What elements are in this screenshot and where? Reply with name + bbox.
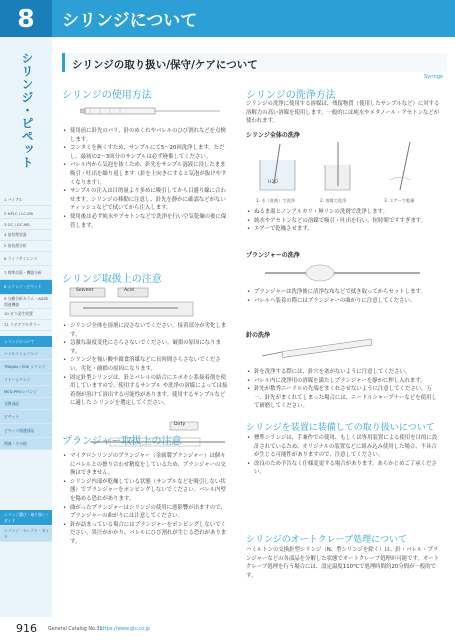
list-item: • マイクロシリンジのプランジャー（金属製プランジャー）は個々にバレルとの擦り合わせ精度をしているため、プランジャーの交換はできません。: [62, 452, 228, 478]
plunger-list: [62, 452, 228, 547]
usage-list: [62, 127, 228, 230]
cleaning-steps-illustration: [250, 140, 440, 198]
list-item: • 急激な温度変化にさらさないでください。破損の原因になります。: [62, 339, 228, 356]
page-title-en: Syringes: [418, 30, 440, 36]
caption-step-3: 3. エアーで乾燥: [384, 198, 415, 203]
whole-wash-heading: シリンジ全体の洗浄: [246, 132, 300, 139]
sidebar-item[interactable]: 1 バイアル: [0, 195, 52, 206]
list-item: • 曲がったプランジャーはシリンジの使用に悪影響が出ますので、プランジャーの曲がりには注意してください。: [62, 504, 228, 521]
sidebar-item[interactable]: TRAJAN / SGE シリンジ: [0, 360, 52, 374]
sidebar-item[interactable]: 9 分離分析カラム・ADSE関連機器: [0, 295, 52, 309]
list-item: • 針を洗浄する際には、針穴を塞がないように注意してください。: [246, 368, 442, 377]
sidebar-item[interactable]: シリンジについて: [0, 336, 52, 348]
catalog-name: General Catalog No.31: [48, 627, 103, 632]
sidebar-item[interactable]: 6 ライフサイエンス: [0, 252, 52, 266]
list-item: • バレルへ装着の際にはプランジャーの曲がりに注意してください。: [246, 297, 442, 306]
sidebar-item[interactable]: 10 ガス発生装置: [0, 309, 52, 320]
list-item: • シリンジ内部が乾燥している状態（サンプルなどを吸引しない状態）でプランジャーをポンピングしないでください。バレル内壁を傷める恐れがあります。: [62, 478, 228, 504]
list-item: • 固定針型シリンジは、針とバレルの結合にエポキシ系接着剤を使用していますので、使用するサンプル や洗浄の溶媒によっては接着剤が溶けて溶出する可能性があります。使用するサンプルなどに適した シリンジを選定してください。: [62, 374, 228, 408]
sidebar-item[interactable]: 3 GC / GC-MS: [0, 219, 52, 230]
list-item: • 純水やアセトンなどの溶媒で吸引・吐出を行い、短時間ですすぎます。: [246, 217, 442, 226]
sidebar-item[interactable]: MED-PROシリンジ: [0, 386, 52, 398]
needle-wash-heading: 針の洗浄: [246, 332, 271, 339]
sidebar-item[interactable]: シリンジ・セレクト・ガイド: [0, 526, 52, 542]
plunger-illustration: [80, 420, 230, 450]
acid-label: Acid: [124, 288, 134, 293]
syringe-illustration: [80, 102, 230, 122]
sidebar-item[interactable]: 11 ラボアクセサリー: [0, 320, 52, 331]
plunger-heading: プランジャー取扱上の注意: [62, 436, 182, 447]
plunger-wash-list: [246, 288, 442, 305]
plunger-wash-illustration: [260, 262, 430, 284]
cleaning-heading: シリンジの洗浄方法: [246, 90, 336, 101]
sidebar-item[interactable]: 2 HPLC / LC-MS: [0, 208, 52, 219]
list-item: • プランジャーは洗浄後に清浄な布などで拭き取ってからセットします。: [246, 288, 442, 297]
list-item: • 標準シリンジは、手兼作での使用、もしくは専用装置による使用を目的に設計されているため、オリジナルの装置などに組み込み使用した場合、不具合が生じる可能性がありますので、注意してください。: [246, 434, 442, 460]
list-item: • 使用後は必ず純水やアセトンなどで洗浄を行い空気乾燥の後に保管します。: [62, 213, 228, 230]
list-item: • ぬるま湯とノンアルカリ・無リンの洗剤で洗浄します。: [246, 208, 442, 217]
sidebar-item[interactable]: 関連・その他: [0, 438, 52, 450]
caption-step-2: 2. 溶媒で洗浄: [320, 198, 347, 203]
list-item: • 針先が数秀ニードルの先端をまくれさせないように注意してください。万一、針先がまくれてしまった場合には、ニードルシャープナーなどを使用して研磨してください。: [246, 385, 442, 411]
needle-wash-list: [246, 368, 442, 411]
list-item: • 改良のため予告なく仕様変更する場合があります。あらかじめご了承ください。: [246, 460, 442, 477]
handling-list: [62, 322, 228, 408]
autoclave-heading: シリンジのオートクレーブ処理について: [246, 535, 407, 545]
storage-list: [246, 434, 442, 477]
list-item: • シリンジを強い酸や腐食溶媒などに長時間さらさないでください。劣化・破損の原因になります。: [62, 356, 228, 373]
list-item: • シリンジ全体を溶剤に浸さないでください。接着部分が劣化します。: [62, 322, 228, 339]
sidebar-item[interactable]: シリンジ選び・取り扱い・ガイド: [0, 510, 52, 526]
storage-heading: シリンジを装置に装備しての取り扱いについて: [246, 423, 435, 433]
h2o-label: H2O: [268, 180, 278, 185]
chapter-number: 8: [0, 0, 52, 37]
page-number: 916: [16, 622, 37, 635]
handling-heading: シリンジ取扱上の注意: [62, 274, 162, 285]
catalog-url[interactable]: https://www.gls.co.jp: [100, 627, 150, 632]
sidebar-item[interactable]: 交換部品: [0, 398, 52, 410]
dirty-label: Dirty: [174, 422, 186, 427]
cleaning-intro: シリンジの洗浄に使用する溶媒は、残留物質（使用したサンプルなど）に対する溶解力の高い溶媒を使用します。一般的には純水やメタノール・アセトンなどが使われます。: [246, 101, 440, 125]
list-item: • 針が詰まっている場合にはプランジャーをポンピングしないでください。異圧がかかり、バレルにひび割れが生じる恐れがあります。: [62, 521, 228, 547]
whole-wash-list: [246, 208, 442, 234]
sidebar-item[interactable]: イトーシリンジ: [0, 374, 52, 386]
sidebar-item[interactable]: 8 シリンジ・ピペット: [0, 280, 52, 295]
solvent-label: Solvent: [76, 288, 94, 293]
needle-wash-illustration: [262, 338, 382, 362]
sidebar-item[interactable]: ピペット関連部品: [0, 424, 52, 438]
list-item: • バレル内から気泡を抜くため、針先をサンプル溶液に浸したまま吸引・吐出を繰り返します（針を上向きにすると気泡が抜けやすくなります）。: [62, 161, 228, 187]
list-item: • コンタミを無くすため、サンプルにて5〜20回洗浄します。ただし、最初の2〜3回分のサンプルは必ず廃棄してください。: [62, 144, 228, 161]
sidebar-item[interactable]: ハミルトンシリンジ: [0, 348, 52, 360]
list-item: • バレル内に洗浄用の溶媒を満たしプランジャーを静かに押し入れます。: [246, 377, 442, 386]
list-item: • エアーで乾燥させます。: [246, 225, 442, 234]
sidebar-item[interactable]: 5 前処理分析: [0, 241, 52, 252]
list-item: • 使用前に針先のバリ、針のめくれやバレルのひび割れなどを点検します。: [62, 127, 228, 144]
autoclave-text: ハミルトンの交換針型シリンジ（N、型シリンジを除く）は、針・バレル・プランジャーなどの各部品を分解した状態でオートクレーブ処理が可能です。オートクレーブ処理を行う場合には、設定温度110℃で処理時間約20分間が一般的です。: [246, 547, 440, 579]
usage-heading: シリンジの使用方法: [62, 90, 152, 101]
page-title: シリンジについて: [62, 11, 198, 31]
sidebar-item[interactable]: ピペット: [0, 410, 52, 424]
sidebar-item[interactable]: 7 標準試薬・機器分析: [0, 266, 52, 280]
caption-step-1: 1. 水（洗剤）で洗浄: [256, 198, 295, 203]
section-title-en: Syringe: [424, 74, 443, 80]
sidebar-vertical-title: シリンジ・ピペット: [20, 52, 34, 169]
sidebar-item[interactable]: 4 前処理容器: [0, 230, 52, 241]
list-item: • サンプルの注入は目的量より多めに吸引してから目盛り線に合わせます。シリンジの移動に注意し、針先を静かに確認などがないティッシュなどで拭いてから注入します。: [62, 187, 228, 213]
plunger-wash-heading: プランジャーの洗浄: [246, 252, 300, 259]
section-title: シリンジの取り扱い/保守/ケアについて: [72, 59, 258, 71]
